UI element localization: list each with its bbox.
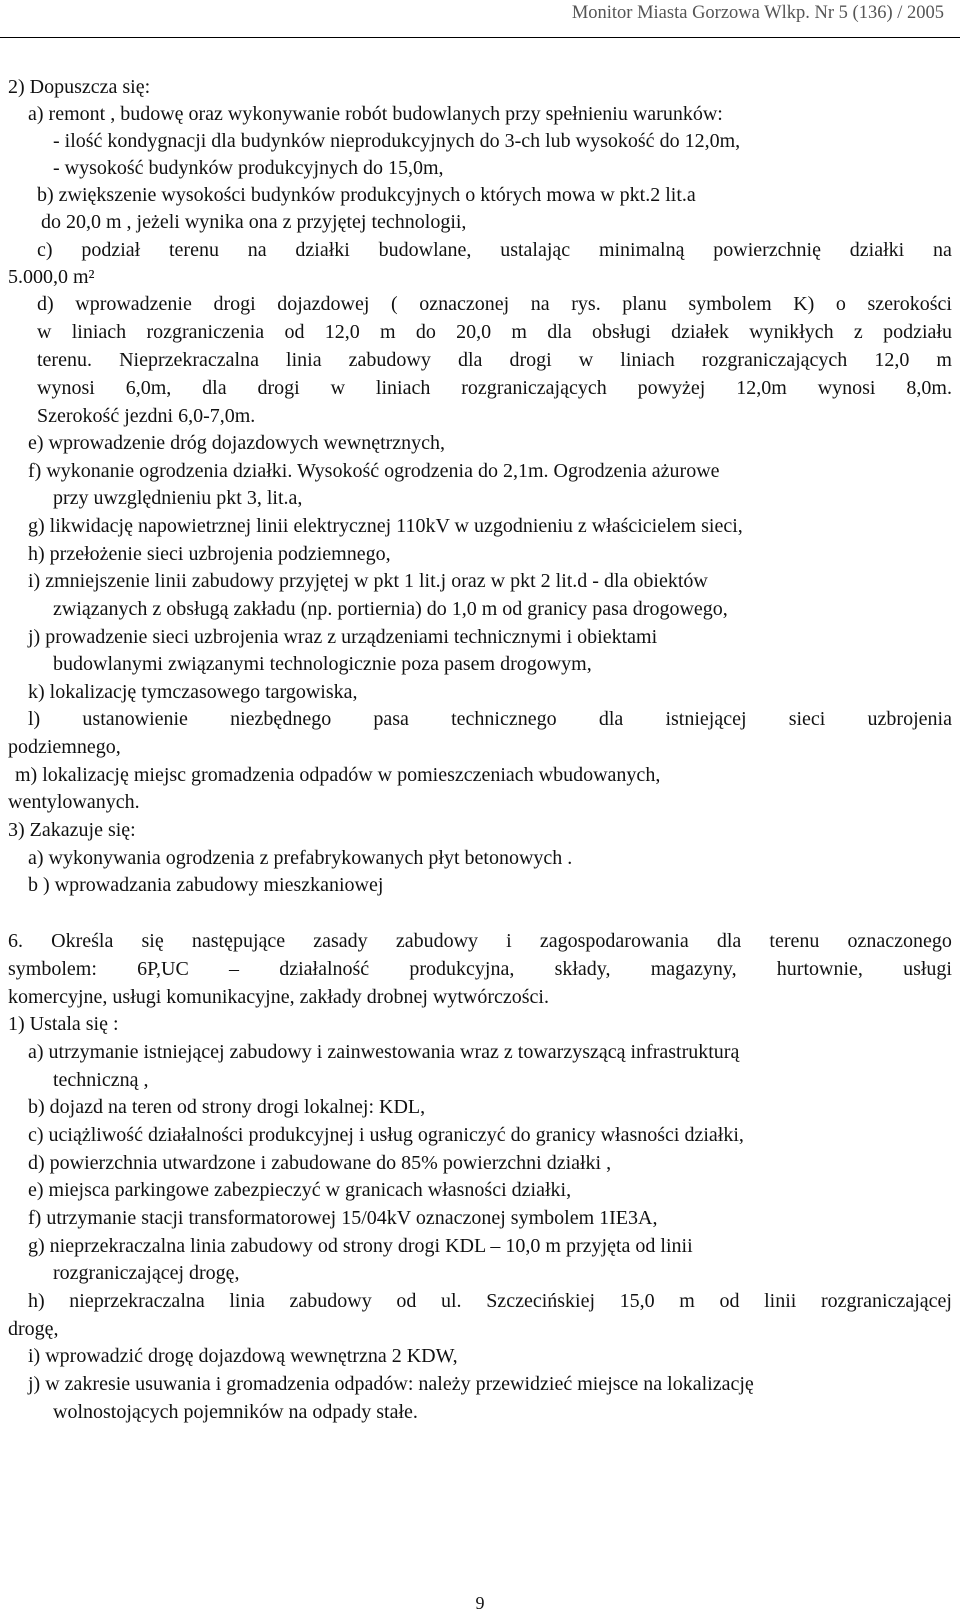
- text-line: 1) Ustala się :: [8, 1013, 119, 1035]
- text-line: 2) Dopuszcza się:: [8, 76, 151, 98]
- text-line: wynosi 6,0m, dla drogi w liniach rozgraniczających powyżej 12,0m wynosi 8,0m.: [37, 377, 952, 399]
- header-title: Monitor Miasta Gorzowa Wlkp. Nr 5 (136) / 2005: [571, 3, 944, 23]
- text-line: podziemnego,: [8, 736, 121, 758]
- text-line: g) nieprzekraczalna linia zabudowy od strony drogi KDL – 10,0 m przyjęta od linii: [28, 1235, 693, 1257]
- text-line: do 20,0 m , jeżeli wynika ona z przyjętej technologii,: [41, 211, 467, 233]
- text-line: terenu. Nieprzekraczalna linia zabudowy dla drogi w liniach rozgraniczających 12,0 m: [37, 349, 952, 371]
- text-line: k) lokalizację tymczasowego targowiska,: [28, 681, 358, 703]
- text-line: h) przełożenie sieci uzbrojenia podziemnego,: [28, 543, 391, 565]
- text-line: - wysokość budynków produkcyjnych do 15,0m,: [53, 157, 444, 179]
- text-line: e) wprowadzenie dróg dojazdowych wewnętrznych,: [28, 432, 446, 454]
- text-line: a) remont , budowę oraz wykonywanie robót budowlanych przy spełnieniu warunków:: [28, 103, 723, 125]
- text-line: b) dojazd na teren od strony drogi lokalnej: KDL,: [28, 1096, 426, 1118]
- text-line: j) w zakresie usuwania i gromadzenia odpadów: należy przewidzieć miejsce na lokalizację: [28, 1373, 754, 1395]
- text-line: 6. Określa się następujące zasady zabudowy i zagospodarowania dla terenu oznaczonego: [8, 930, 952, 952]
- text-line: i) wprowadzić drogę dojazdową wewnętrzna 2 KDW,: [28, 1345, 458, 1367]
- text-line: komercyjne, usługi komunikacyjne, zakłady drobnej wytwórczości.: [8, 986, 549, 1008]
- text-line: 5.000,0 m²: [8, 266, 95, 288]
- text-line: h) nieprzekraczalna linia zabudowy od ul. Szczecińskiej 15,0 m od linii rozgraniczającej: [28, 1290, 952, 1312]
- text-line: w liniach rozgraniczenia od 12,0 m do 20,0 m dla obsługi działek wynikłych z podziału: [37, 321, 952, 343]
- text-line: drogę,: [8, 1318, 59, 1340]
- text-line: - ilość kondygnacji dla budynków nieprodukcyjnych do 3-ch lub wysokość do 12,0m,: [53, 130, 741, 152]
- text-line: wolnostojących pojemników na odpady stałe.: [53, 1401, 418, 1423]
- text-line: d) wprowadzenie drogi dojazdowej ( oznaczonej na rys. planu symbolem K) o szerokości: [37, 293, 952, 315]
- text-line: d) powierzchnia utwardzone i zabudowane do 85% powierzchni działki ,: [28, 1152, 612, 1174]
- text-line: b ) wprowadzania zabudowy mieszkaniowej: [28, 874, 384, 896]
- text-line: c) podział terenu na działki budowlane, ustalając minimalną powierzchnię działki na: [37, 239, 952, 261]
- page-number: 9: [475, 1593, 485, 1613]
- text-line: budowlanymi związanymi technologicznie poza pasem drogowym,: [53, 653, 592, 675]
- text-line: f) wykonanie ogrodzenia działki. Wysokość ogrodzenia do 2,1m. Ogrodzenia ażurowe: [28, 460, 720, 482]
- text-line: g) likwidację napowietrznej linii elektrycznej 110kV w uzgodnieniu z właścicielem sieci,: [28, 515, 743, 537]
- text-line: 3) Zakazuje się:: [8, 819, 136, 841]
- text-line: Szerokość jezdni 6,0-7,0m.: [37, 405, 256, 427]
- text-line: m) lokalizację miejsc gromadzenia odpadów w pomieszczeniach wbudowanych,: [15, 764, 661, 786]
- text-line: c) uciążliwość działalności produkcyjnej i usług ograniczyć do granicy własności działki,: [28, 1124, 744, 1146]
- text-line: b) zwiększenie wysokości budynków produkcyjnych o których mowa w pkt.2 lit.a: [37, 184, 696, 206]
- text-line: związanych z obsługą zakładu (np. portiernia) do 1,0 m od granicy pasa drogowego,: [53, 598, 728, 620]
- text-line: j) prowadzenie sieci uzbrojenia wraz z urządzeniami technicznymi i obiektami: [28, 626, 658, 648]
- text-line: a) utrzymanie istniejącej zabudowy i zainwestowania wraz z towarzyszącą infrastrukturą: [28, 1041, 740, 1063]
- text-line: a) wykonywania ogrodzenia z prefabrykowanych płyt betonowych .: [28, 847, 573, 869]
- text-line: symbolem: 6P,UC – działalność produkcyjna, składy, magazyny, hurtownie, usługi: [8, 958, 952, 980]
- text-line: i) zmniejszenie linii zabudowy przyjętej w pkt 1 lit.j oraz w pkt 2 lit.d - dla obiektów: [28, 570, 708, 592]
- text-line: rozgraniczającej drogę,: [53, 1262, 240, 1284]
- page-header: [0, 1, 960, 38]
- text-line: e) miejsca parkingowe zabezpieczyć w granicach własności działki,: [28, 1179, 572, 1201]
- text-line: przy uwzględnieniu pkt 3, lit.a,: [53, 487, 303, 509]
- text-line: wentylowanych.: [8, 791, 140, 813]
- text-line: f) utrzymanie stacji transformatorowej 15/04kV oznaczonej symbolem 1IE3A,: [28, 1207, 658, 1229]
- text-line: techniczną ,: [53, 1069, 149, 1091]
- text-line: l) ustanowienie niezbędnego pasa technicznego dla istniejącej sieci uzbrojenia: [28, 708, 952, 730]
